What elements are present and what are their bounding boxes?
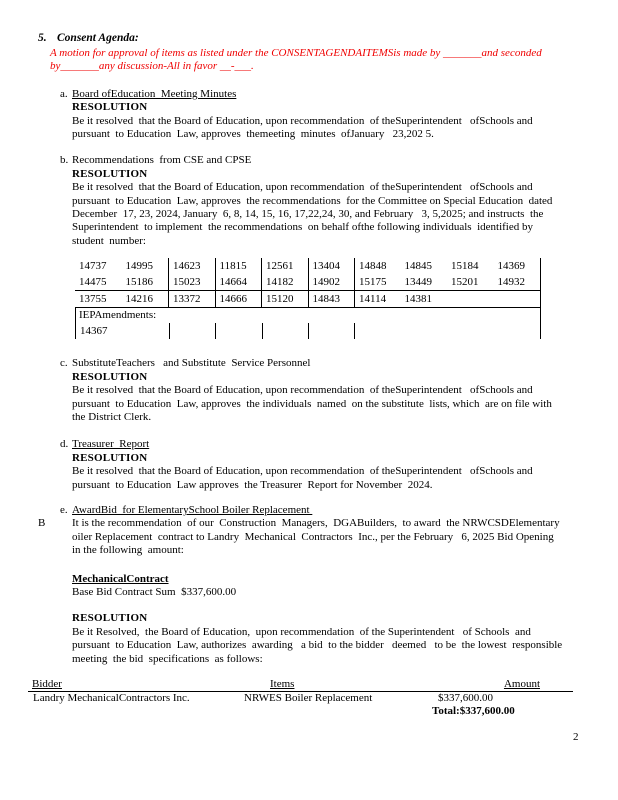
student-id-cell: 14902 (308, 274, 355, 290)
student-id-cell: 15175 (354, 274, 401, 290)
student-id-cell: 14737 (79, 260, 107, 273)
student-table-row (75, 274, 540, 290)
student-id-cell: 14381 (404, 293, 432, 306)
section-letter: a. (60, 87, 68, 100)
section-body (72, 438, 592, 492)
resolution-label: RESOLUTION (72, 451, 148, 464)
bid-table-header (28, 677, 573, 692)
student-id-cell (308, 323, 354, 339)
section-letter: e. (60, 503, 68, 516)
student-id-cell: 15201 (451, 276, 479, 289)
resolution-label: RESOLUTION (72, 167, 148, 180)
section-letter: d. (60, 438, 69, 451)
items-cell: NRWES Boiler Replacement (244, 692, 373, 704)
body-line: pursuant to Education Law, approves the recommendations for the Committee on Special Education dated (72, 194, 553, 207)
body-line: the District Clerk. (72, 410, 152, 423)
student-id-cell (122, 323, 168, 339)
body-line: It is the recommendation of our Construction Managers, DGABuilders, to award the NRWCSDElementary (72, 517, 560, 530)
student-id-cell (354, 323, 400, 339)
student-id-cell: 14848 (354, 258, 401, 274)
student-id-cell: 14475 (79, 276, 107, 289)
amount-cell: $337,600.00 (438, 692, 493, 704)
consent-agenda-title: Consent Agenda: (57, 32, 139, 44)
mechanical-contract-heading: MechanicalContract (72, 572, 169, 585)
section-letter: c. (60, 357, 68, 370)
body-line: Be it resolved that the Board of Education, upon recommendation of theSuperintendent ofSchools and (72, 181, 533, 194)
body-line: oiler Replacement contract to Landry Mechanical Contractors Inc., per the February 6, 2025 Bid Opening (72, 530, 554, 543)
section-letter: b. (60, 154, 69, 167)
student-id-cell: 14664 (215, 274, 262, 290)
body-line: meeting the bid specifications as follows: (72, 652, 263, 665)
bidder-cell: Landry MechanicalContractors Inc. (33, 692, 190, 704)
base-bid-line: Base Bid Contract Sum $337,600.00 (72, 585, 237, 598)
section-body (72, 154, 592, 339)
section-body (72, 88, 592, 142)
body-line: pursuant to Education Law approves the Treasurer Report for November 2024. (72, 478, 433, 491)
student-id-cell: 15120 (261, 291, 308, 307)
section-title: AwardBid for ElementarySchool Boiler Replacement (72, 503, 313, 516)
motion-text (50, 47, 592, 74)
student-id-cell: 15186 (125, 276, 153, 289)
student-id-cell (494, 323, 540, 339)
body-line: Be it resolved that the Board of Education, upon recommendation of theSuperintendent ofSchools and (72, 114, 533, 127)
student-id-cell: 13404 (308, 258, 355, 274)
body-line: Be it resolved that the Board of Education, upon recommendation of theSuperintendent ofSchools and (72, 465, 533, 478)
section-title: Treasurer Report (72, 438, 150, 451)
student-id-cell: 14845 (404, 260, 432, 273)
section-a (60, 88, 592, 142)
body-line: pursuant to Education Law, authorizes awarding a bid to the bidder deemed to be the lowest responsible (72, 639, 563, 652)
body-line: student number: (72, 234, 146, 247)
motion-line: A motion for approval of items as listed under the CONSENTAGENDAITEMSis made by _______and seconded (50, 47, 542, 59)
student-id-cell: 14114 (354, 291, 401, 307)
student-number-table (75, 258, 541, 339)
student-id-cell (494, 291, 541, 307)
student-id-cell: 13755 (79, 293, 107, 306)
bid-table-row (28, 692, 573, 705)
student-table-row (75, 290, 540, 307)
section-title: Board ofEducation Meeting Minutes (72, 87, 237, 100)
body-line: pursuant to Education Law, approves the individuals named on the substitute lists, which are on file with (72, 397, 552, 410)
student-table-row (75, 258, 540, 274)
student-id-cell: 14623 (168, 258, 215, 274)
student-id-cell: 15184 (451, 260, 479, 273)
section-body (72, 357, 592, 424)
student-id-cell: 13449 (404, 276, 432, 289)
resolution-label: RESOLUTION (72, 370, 148, 383)
student-id-cell: 14367 (80, 325, 108, 338)
student-id-cell: 14369 (497, 260, 525, 273)
resolution-label: RESOLUTION (72, 101, 148, 114)
student-id-cell (447, 291, 494, 307)
bidder-header: Bidder (32, 678, 62, 690)
student-id-cell (401, 323, 447, 339)
student-id-cell (447, 323, 493, 339)
section-b (60, 154, 592, 339)
margin-letter-b: B (38, 517, 46, 530)
amount-header: Amount (503, 678, 540, 690)
student-id-cell: 14995 (125, 260, 153, 273)
bid-table (28, 677, 573, 719)
iep-amendments-label: IEPAmendments: (79, 309, 157, 322)
resolution-label: RESOLUTION (72, 612, 148, 625)
section-e (38, 503, 592, 666)
motion-line: by_______any discussion-All in favor __-___. (50, 60, 254, 73)
section-title: Recommendations from CSE and CPSE (72, 154, 252, 167)
student-id-cell: 12561 (261, 258, 308, 274)
section-body (38, 503, 592, 666)
student-id-cell: 14666 (215, 291, 262, 307)
student-id-cell: 14216 (125, 293, 153, 306)
student-id-cell: 14182 (261, 274, 308, 290)
student-id-cell: 13372 (168, 291, 215, 307)
student-id-cell (262, 323, 308, 339)
body-line: in the following amount: (72, 544, 184, 557)
body-line: Be it Resolved, the Board of Education, upon recommendation of the Superintendent of Schools and (72, 625, 531, 638)
student-id-cell: 11815 (215, 258, 262, 274)
student-id-cell: 14932 (497, 276, 525, 289)
body-line: Superintendent to implement the recommendations on behalf ofthe following individuals identified by (72, 221, 533, 234)
page-number: 2 (573, 731, 579, 743)
student-id-cell (215, 323, 261, 339)
section-c (60, 357, 592, 424)
items-header: Items (270, 678, 295, 690)
consent-agenda-heading (38, 31, 592, 45)
body-line: December 17, 23, 2024, January 6, 8, 14, 15, 16, 17,22,24, 30, and February 3, 5,2025; and instructs the (72, 208, 544, 221)
consent-agenda-number: 5. (38, 32, 47, 44)
bid-total: Total:$337,600.00 (432, 705, 515, 718)
student-id-cell: 15023 (168, 274, 215, 290)
body-line: Be it resolved that the Board of Education, upon recommendation of theSuperintendent ofSchools and (72, 384, 533, 397)
iep-row (76, 323, 540, 339)
student-id-cell (169, 323, 215, 339)
student-id-cell: 14843 (308, 291, 355, 307)
section-title: SubstituteTeachers and Substitute Service Personnel (72, 357, 311, 370)
section-d (60, 438, 592, 492)
iep-amendments-block (75, 307, 540, 339)
body-line: pursuant to Education Law, approves themeeting minutes ofJanuary 23,202 5. (72, 128, 434, 141)
